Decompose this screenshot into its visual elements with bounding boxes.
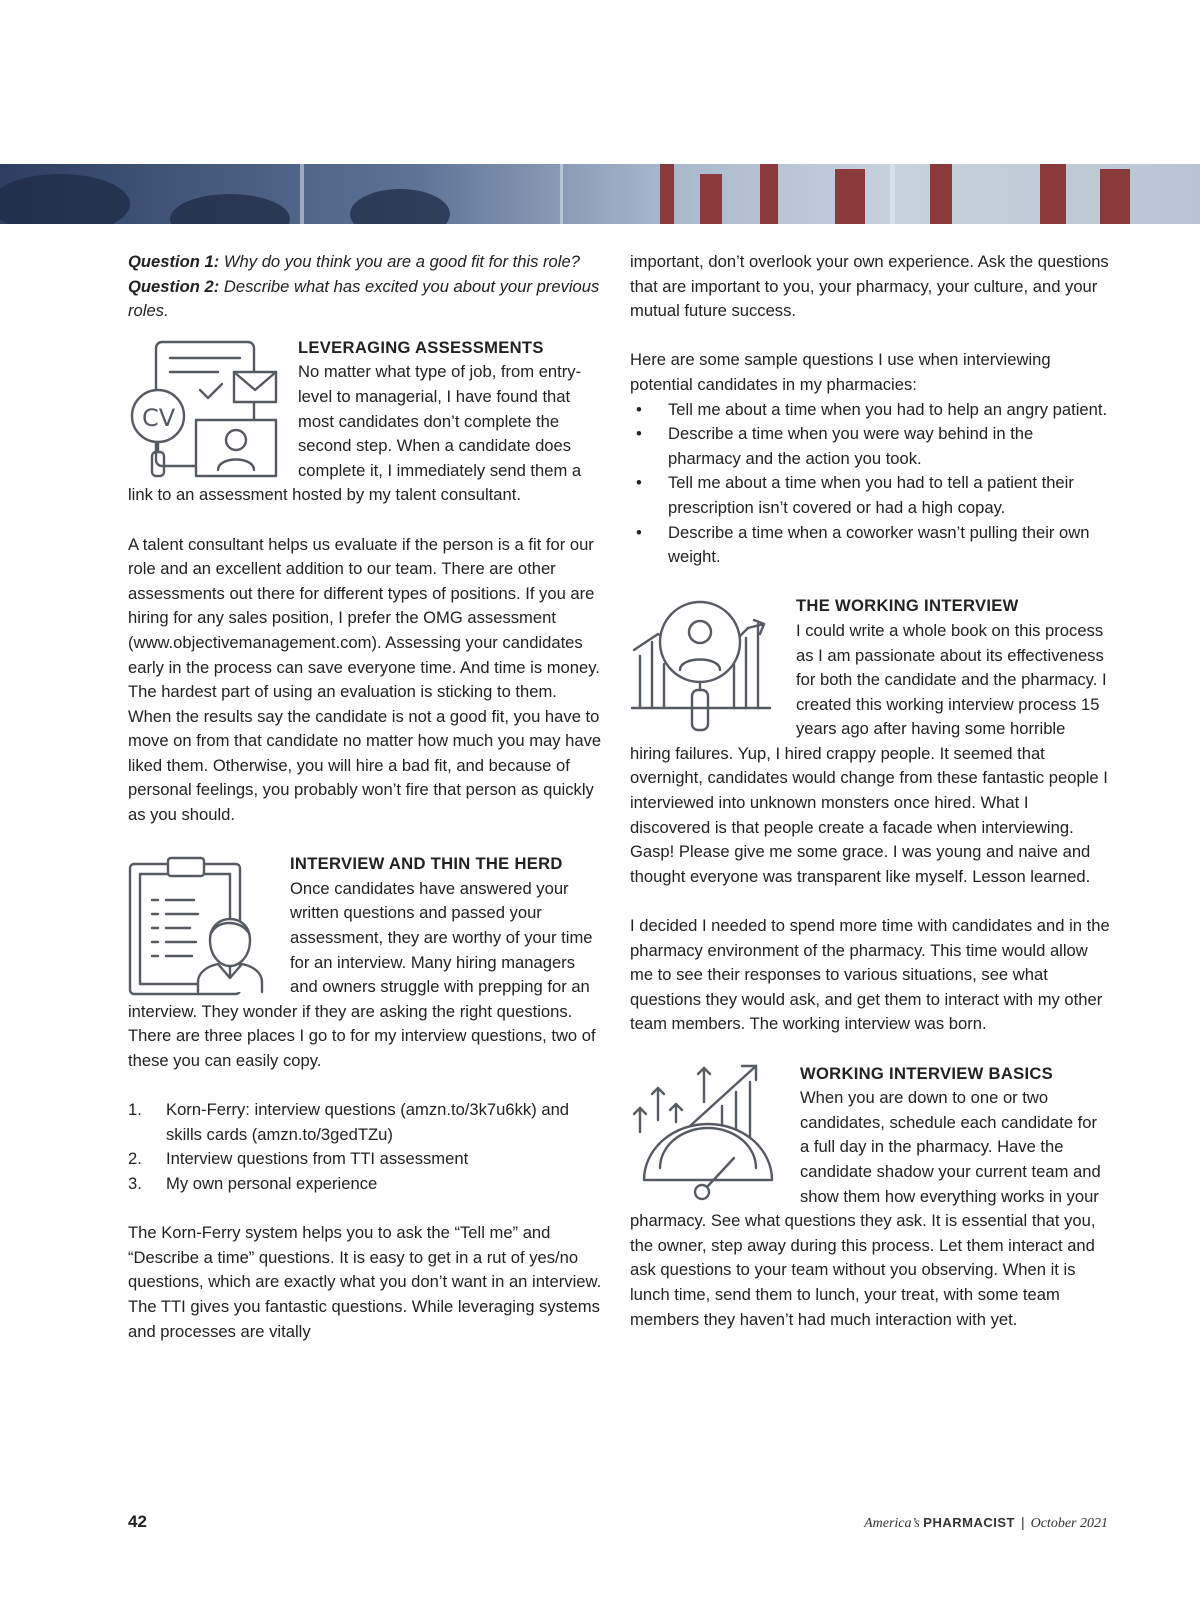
gauge-performance-icon (630, 1062, 776, 1204)
right-paragraph-1: important, don’t overlook your own experience. Ask the questions that are important to you, your pharmacy, your culture, and your mutual future success. (630, 252, 1109, 321)
heading-leveraging-assessments: LEVERAGING ASSESSMENTS (298, 337, 544, 357)
magazine-footer (864, 1514, 1108, 1532)
page-number: 42 (128, 1512, 147, 1531)
leveraging-assessments-paragraph-2: A talent consultant helps us evaluate if the person is a fit for our role and an excellent addition to our team. There are other assessments out there for different types of positions. If you are hiring for any sales position, I prefer the OMG assessment (www.objectivemanagement.com). Assessing your candidates early in the process can save everyone time. And time is money. The hardest part of using an evaluation is sticking to them. When the results say the candidate is not a good fit, you have to move on from that candidate no matter how much you may have liked them. Otherwise, you will hire a bad fit, and because of personal feelings, you probably won’t fire that person as quickly as you should. (128, 534, 602, 825)
question-1 (128, 250, 604, 275)
magazine-prefix: America’s (864, 1516, 920, 1531)
working-interview-basics-paragraph: When you are down to one or two candidates, schedule each candidate for a full day in the pharmacy. Have the candidate shadow your current team and show them how everything works in your pharmacy. See what questions they ask. It is essential that you, the owner, step away during this process. Let them interact and ask questions to your team without you observing. When it is lunch time, send them to lunch, your treat, with some team members they haven’t had much interaction with yet. (630, 1088, 1101, 1329)
interview-sources-list (128, 1098, 604, 1196)
heading-working-interview-basics: WORKING INTERVIEW BASICS (800, 1063, 1054, 1083)
list-item: • Describe a time when a coworker wasn’t pulling their own weight. (630, 521, 1110, 570)
heading-working-interview: THE WORKING INTERVIEW (796, 596, 1019, 616)
right-paragraph-2: Here are some sample questions I use when interviewing potential candidates in my pharmacies: (630, 350, 1051, 394)
cv-assessment-icon (128, 336, 288, 478)
cv-label: CV (142, 403, 176, 432)
list-item: • Tell me about a time when you had to tell a patient their prescription isn’t covered or had a high copay. (630, 471, 1110, 520)
interview-thin-herd-paragraph-2: The Korn-Ferry system helps you to ask the “Tell me” and “Describe a time” questions. It is easy to get in a rut of yes/no questions, which are exactly what you don’t want in an interview. The TTI gives you fantastic questions. While leveraging systems and processes are vitally (128, 1223, 602, 1341)
question-2-text: Describe what has excited you about your previous roles. (128, 276, 600, 321)
interview-thin-herd-paragraph-1: Once candidates have answered your written questions and passed your assessment, they are worthy of your time for an interview. Many hiring managers and owners struggle with prepping for an interview. They wonder if they are asking the right questions. There are three places I go to for my interview questions, two of these you can easily copy. (128, 878, 596, 1070)
list-item: 1. Korn-Ferry: interview questions (amzn.to/3k7u6kk) and skills cards (amzn.to/3gedTZu) (128, 1100, 570, 1144)
issue-date: October 2021 (1030, 1516, 1108, 1531)
left-column (128, 250, 604, 1344)
magazine-name: PHARMACIST (923, 1515, 1015, 1530)
list-item: 3. My own personal experience (128, 1173, 378, 1193)
question-1-text: Why do you think you are a good fit for this role? (219, 252, 580, 271)
working-interview-paragraph-1: I could write a whole book on this process as I am passionate about its effectiveness for both the candidate and the pharmacy. I created this working interview process 15 years ago after having some horrible hiring failures. Yup, I hired crappy people. It seemed that overnight, candidates would change from these fantastic people I interviewed into unknown monsters once hired. What I discovered is that people create a facade when interviewing. Gasp! Please give me some grace. I was young and naive and thought everyone was transparent like myself. Lesson learned. (630, 620, 1108, 886)
heading-interview-thin-herd: INTERVIEW AND THIN THE HERD (290, 854, 563, 874)
question-2-label: Question 2: (128, 276, 220, 296)
clipboard-candidate-icon (128, 856, 280, 996)
list-item: 2. Interview questions from TTI assessment (128, 1149, 469, 1169)
leveraging-assessments-paragraph-1: No matter what type of job, from entry-level to managerial, I have found that most candidates don’t complete the second step. When a candidate does complete it, I immediately send them a link to an assessment hosted by my talent consultant. (128, 362, 582, 505)
list-item: • Describe a time when you were way behind in the pharmacy and the action you took. (630, 422, 1110, 471)
question-2 (128, 275, 604, 324)
list-item: • Tell me about a time when you had to help an angry patient. (630, 398, 1110, 423)
question-1-label: Question 1: (128, 252, 220, 271)
footer-separator: | (1020, 1514, 1025, 1530)
header-banner-image (0, 164, 1200, 224)
growth-magnifier-icon (630, 594, 772, 734)
working-interview-paragraph-2: I decided I needed to spend more time with candidates and in the pharmacy environment of the pharmacy. This time would allow me to see their responses to various situations, see what questions they would ask, and get them to interact with my other team members. The working interview was born. (630, 916, 1110, 1034)
right-column (630, 250, 1110, 1332)
sample-questions-list (630, 398, 1110, 570)
